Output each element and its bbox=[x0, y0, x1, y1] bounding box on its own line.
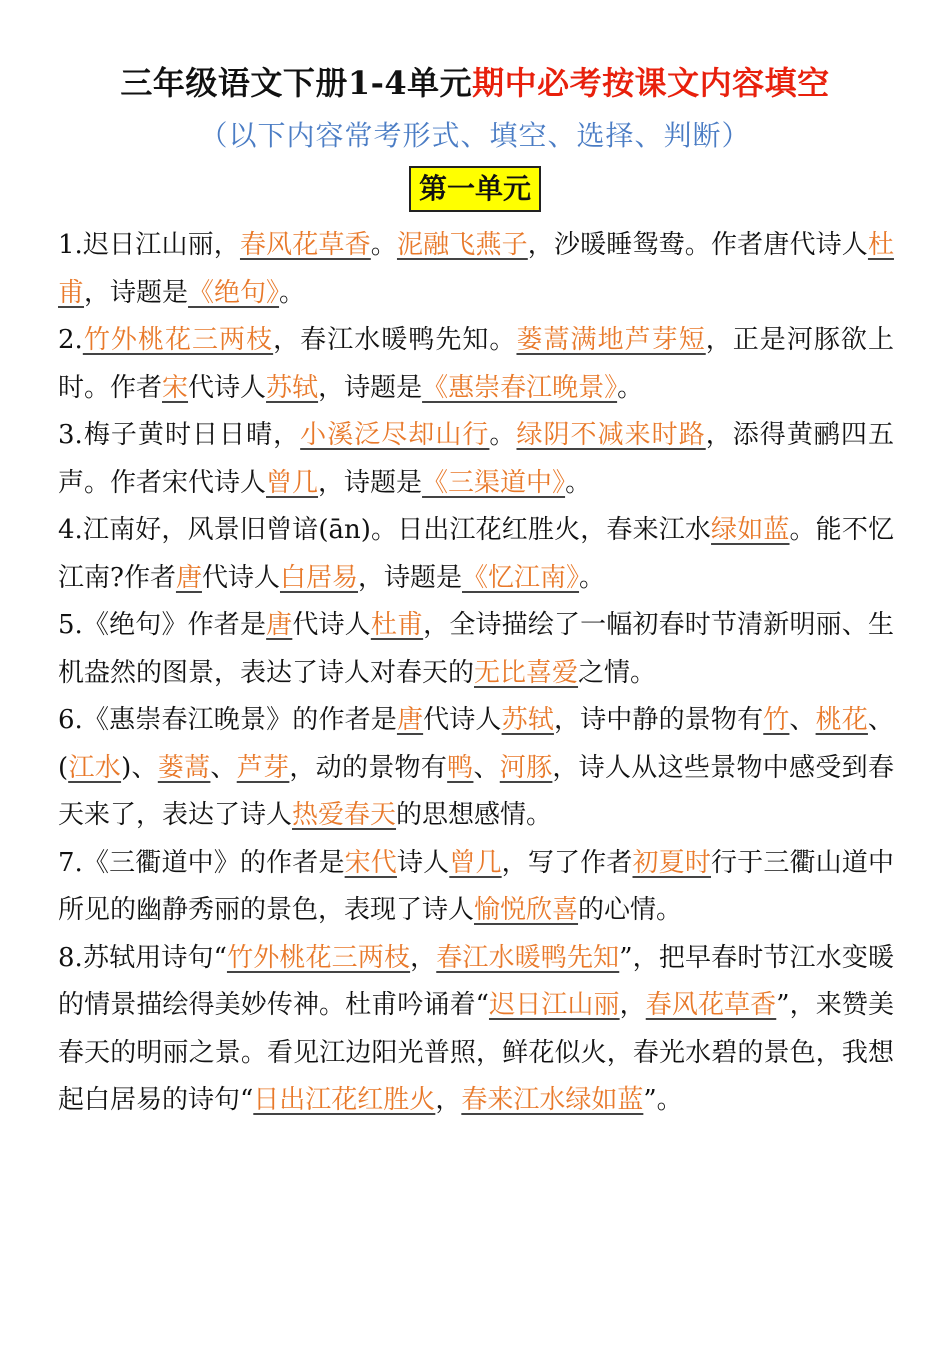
answer-blank: 春来江水绿如蓝 bbox=[461, 1085, 644, 1115]
question-text: ”，把早春时节江水变暖的情景描绘得美妙传神。杜甫吟诵着“ bbox=[58, 942, 894, 1020]
answer-blank: 绿如蓝 bbox=[711, 515, 790, 545]
answer-blank: 泥融飞燕子 bbox=[396, 230, 528, 260]
answer-blank: 河豚 bbox=[499, 752, 553, 783]
question-text: 代诗人 bbox=[292, 610, 371, 640]
question-text: )、 bbox=[121, 752, 158, 783]
answer-blank: 《绝句》 bbox=[188, 277, 280, 308]
answer-blank: 宋代 bbox=[344, 847, 397, 878]
question-text: 代诗人 bbox=[188, 372, 267, 403]
question-item-2 bbox=[58, 317, 894, 412]
answer-blank: 桃花 bbox=[815, 705, 868, 735]
answer-blank: 《惠崇春江晚景》 bbox=[422, 372, 618, 403]
question-text: ，诗中静的景物有 bbox=[553, 705, 764, 735]
question-text: ，全诗描绘了一幅初春时节清新明丽、生机盎然的图景，表达了诗人对春天的 bbox=[58, 610, 894, 688]
question-text: ，写了作者 bbox=[501, 847, 633, 878]
question-text: ，诗题是 bbox=[318, 467, 423, 498]
answer-blank: 《忆江南》 bbox=[462, 562, 580, 593]
question-text: 。 bbox=[579, 562, 606, 593]
question-item-1 bbox=[58, 222, 894, 317]
answer-blank: 无比喜爱 bbox=[474, 657, 579, 688]
answer-blank: 杜甫 bbox=[58, 230, 894, 308]
answer-blank: 小溪泛尽却山行 bbox=[300, 420, 490, 450]
answer-blank: 曾几 bbox=[266, 467, 319, 498]
question-item-3 bbox=[58, 412, 894, 507]
answer-blank: 唐 bbox=[396, 705, 424, 735]
question-text: 、 bbox=[789, 705, 816, 735]
answer-blank: 江水 bbox=[68, 752, 122, 783]
question-text: ，正是河豚欲上时。作者 bbox=[58, 325, 894, 403]
question-item-6 bbox=[58, 697, 894, 840]
question-text: 、 bbox=[473, 752, 500, 783]
answer-blank: 初夏时 bbox=[632, 847, 711, 878]
page-subtitle: （以下内容常考形式、填空、选择、判断） bbox=[199, 119, 751, 152]
question-text: 6.《惠崇春江晚景》的作者是 bbox=[58, 705, 397, 735]
question-text: 5.《绝句》作者是 bbox=[58, 610, 267, 640]
question-text: 。能不忆江南?作者 bbox=[58, 515, 894, 593]
answer-blank: 迟日江山丽 bbox=[488, 990, 620, 1020]
answer-blank: 杜甫 bbox=[370, 610, 424, 640]
answer-blank: 竹 bbox=[763, 705, 790, 735]
answer-blank: 蒌蒿满地芦芽短 bbox=[516, 325, 706, 355]
question-item-4 bbox=[58, 507, 894, 602]
question-text: ，诗题是 bbox=[358, 562, 463, 593]
answer-blank: 竹外桃花三两枝 bbox=[226, 942, 411, 973]
question-item-8 bbox=[58, 935, 894, 1125]
question-text: ，添得黄鹂四五声。作者宋代诗人 bbox=[58, 420, 894, 498]
answer-blank: 芦芽 bbox=[236, 752, 290, 783]
question-text: 1.迟日江山丽， bbox=[58, 230, 240, 260]
question-text: ，春江水暖鸭先知。 bbox=[273, 325, 517, 355]
answer-blank: 白居易 bbox=[279, 562, 358, 593]
question-text: ，诗题是 bbox=[318, 372, 423, 403]
question-text: 。 bbox=[279, 277, 306, 308]
question-text: 代诗人 bbox=[423, 705, 502, 735]
question-text: ， bbox=[410, 942, 437, 973]
answer-blank: 唐 bbox=[266, 610, 293, 640]
question-text: 、( bbox=[58, 705, 894, 783]
title-main: 三年级语文下册1-4单元 bbox=[120, 64, 473, 102]
answer-blank: 日出江花红胜火 bbox=[253, 1085, 436, 1115]
question-list bbox=[58, 222, 894, 1125]
title-highlight: 期中必考按课文内容填空 bbox=[472, 64, 830, 102]
question-item-5 bbox=[58, 602, 894, 697]
question-text: ，诗人从这些景物中感受到春天来了，表达了诗人 bbox=[58, 752, 894, 830]
question-text: 、 bbox=[210, 752, 237, 783]
question-text: ，诗题是 bbox=[84, 277, 189, 308]
question-text: 。 bbox=[617, 372, 644, 403]
question-text: 的心情。 bbox=[578, 895, 683, 925]
question-text: 2. bbox=[58, 325, 83, 355]
question-text: 诗人 bbox=[396, 847, 450, 878]
answer-blank: 蒌蒿 bbox=[157, 752, 211, 783]
question-text: 的思想感情。 bbox=[396, 800, 553, 830]
question-text: ”，来赞美春天的明丽之景。看见江边阳光普照，鲜花似火，春光水碧的景色，我想起白居易的诗句“ bbox=[58, 990, 894, 1115]
unit-badge: 第一单元 bbox=[409, 166, 541, 212]
question-item-7 bbox=[58, 840, 894, 935]
question-text: 8.苏轼用诗句“ bbox=[58, 942, 227, 973]
question-text: 3.梅子黄时日日晴， bbox=[58, 420, 301, 450]
answer-blank: 愉悦欣喜 bbox=[474, 895, 579, 925]
question-text: 。 bbox=[489, 420, 517, 450]
question-text: ， bbox=[435, 1085, 462, 1115]
answer-blank: 唐 bbox=[175, 562, 202, 593]
answer-blank: 春风花草香 bbox=[239, 230, 371, 260]
question-text: ，沙暖睡鸳鸯。作者唐代诗人 bbox=[527, 230, 868, 260]
question-text: ，动的景物有 bbox=[289, 752, 448, 783]
answer-blank: 春风花草香 bbox=[645, 990, 777, 1020]
question-text: 4.江南好，风景旧曾谙(ān)。日出江花红胜火，春来江水 bbox=[58, 515, 712, 545]
question-text: 。 bbox=[370, 230, 397, 260]
answer-blank: 《三渠道中》 bbox=[422, 467, 566, 498]
answer-blank: 苏轼 bbox=[501, 705, 554, 735]
answer-blank: 热爱春天 bbox=[292, 800, 397, 830]
answer-blank: 春江水暖鸭先知 bbox=[436, 942, 620, 973]
question-text: 。 bbox=[565, 467, 592, 498]
answer-blank: 苏轼 bbox=[266, 372, 319, 403]
page-title bbox=[0, 58, 950, 104]
answer-blank: 绿阴不减来时路 bbox=[516, 420, 706, 450]
answer-blank: 曾几 bbox=[449, 847, 502, 878]
unit-heading-wrap bbox=[0, 166, 950, 212]
question-text: 代诗人 bbox=[201, 562, 280, 593]
question-text: 行于三衢山道中所见的幽静秀丽的景色，表现了诗人 bbox=[58, 847, 894, 925]
question-text: ， bbox=[619, 990, 646, 1020]
question-text: 之情。 bbox=[578, 657, 657, 688]
answer-blank: 竹外桃花三两枝 bbox=[82, 325, 274, 355]
answer-blank: 宋 bbox=[162, 372, 189, 403]
answer-blank: 鸭 bbox=[447, 752, 474, 783]
question-text: 7.《三衢道中》的作者是 bbox=[58, 847, 345, 878]
question-text: ”。 bbox=[643, 1085, 683, 1115]
